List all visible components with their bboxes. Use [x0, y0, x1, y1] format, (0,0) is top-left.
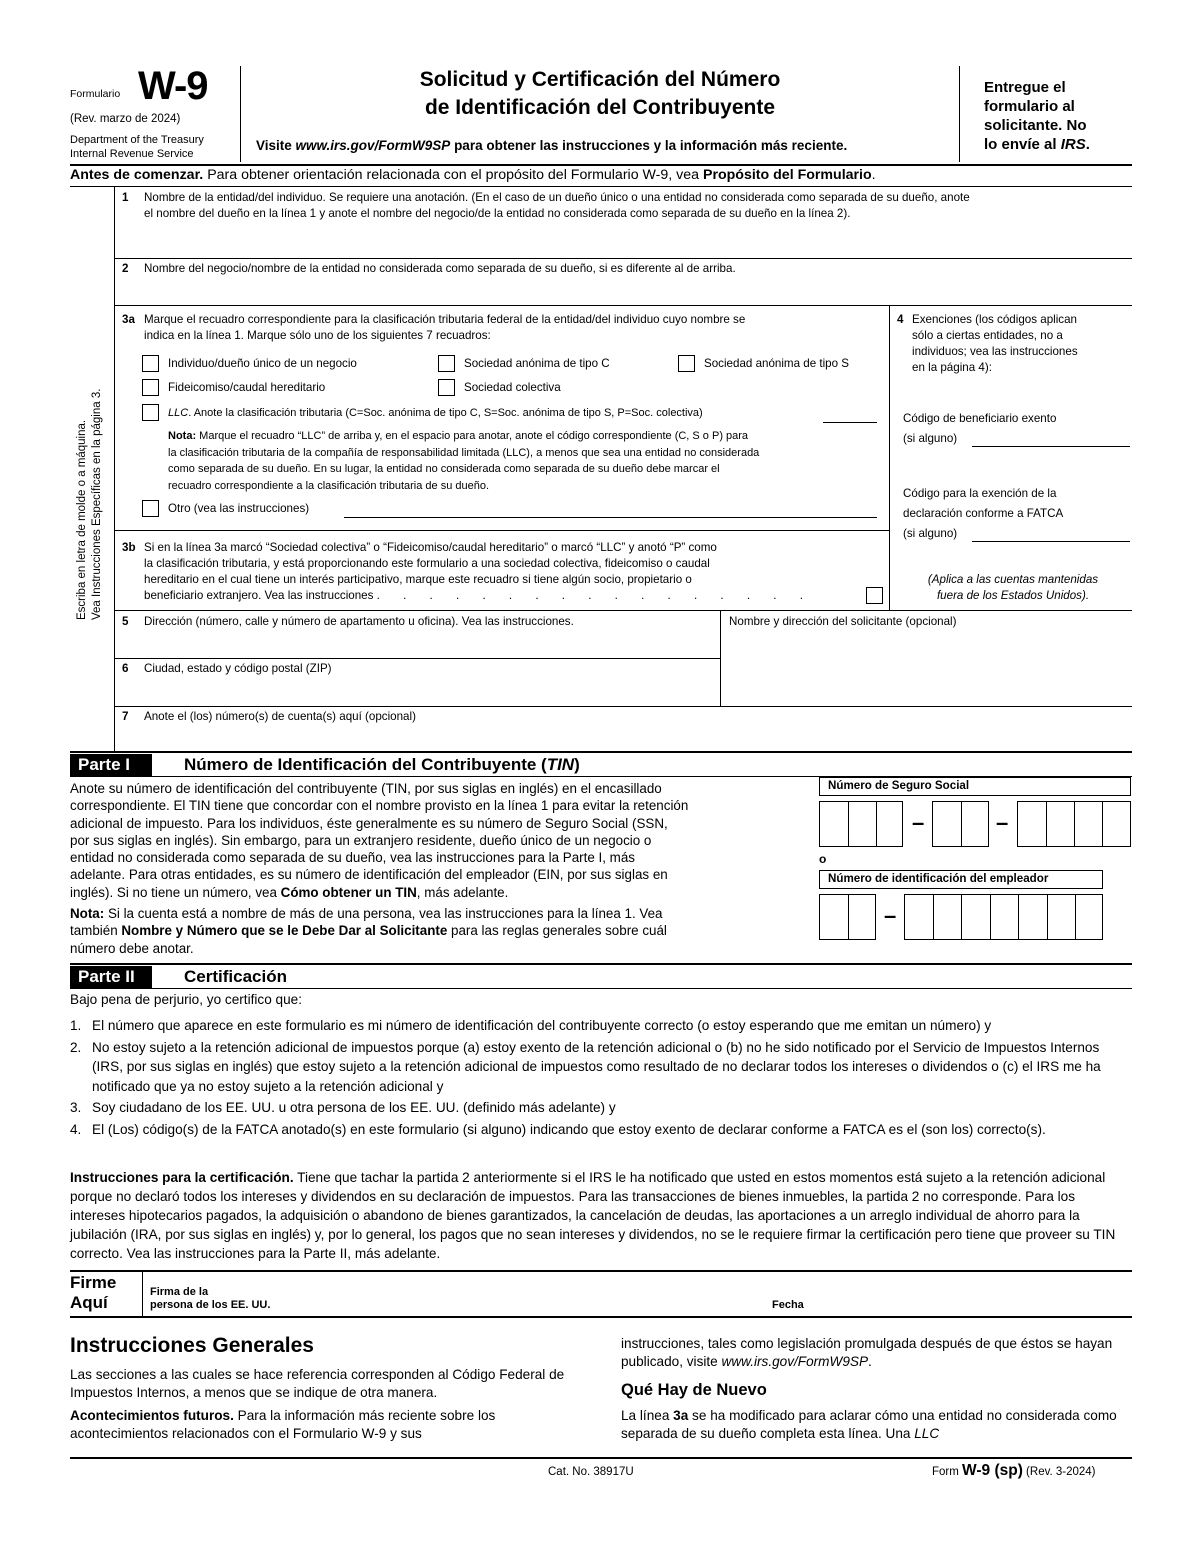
cert-item: 2. No estoy sujeto a la retención adicional de impuestos porque (a) estoy exento de la retención adicional o (b) no he sido notificado por el Servicio de Impuestos Internos (IRS, por sus siglas en inglés) que estoy sujeto a la retención adicional de impuestos como resultado de no declarar todos los intereses o dividendos o (c) el IRS me ha notificado que ya no estoy sujeto a la retención adicional y [70, 1039, 1101, 1094]
cert-item: 1. El número que aparece en este formulario es mi número de identificación del contribuyente correcto (o estoy esperando que me emitan un número) y [70, 1018, 992, 1033]
checkbox-c-corp[interactable] [438, 355, 455, 372]
sign-here-label: Firme Aquí [70, 1273, 117, 1312]
whats-new-title: Qué Hay de Nuevo [621, 1381, 767, 1399]
exempt-payee-label: Código de beneficiario exento (si alguno) [903, 412, 1057, 445]
form-title [241, 66, 959, 122]
cert-item: 4. El (Los) código(s) de la FATCA anotado(s) en este formulario (si alguno) indicando que estoy exento de declarar conforme a FATCA es el (son los) correcto(s). [70, 1121, 1046, 1137]
dept-line2: Internal Revenue Service [70, 148, 194, 160]
llc-classification-input[interactable] [823, 422, 877, 423]
city-state-zip-input[interactable] [116, 677, 718, 704]
part1-label: Parte I [70, 754, 152, 776]
requester-input[interactable] [722, 630, 1130, 704]
line7-label: Anote el (los) número(s) de cuenta(s) aquí (opcional) [144, 710, 416, 723]
ssn-dash-2: – [996, 810, 1009, 835]
general-intro: Las secciones a las cuales se hace referencia corresponden al Código Federal de Impuestos Internos, a menos que se indique de otra manera. [70, 1367, 565, 1400]
signature-input[interactable] [300, 1276, 760, 1314]
signature-label: Firma de la persona de los EE. UU. [150, 1286, 271, 1311]
date-input[interactable] [812, 1276, 1130, 1314]
ein-dash: – [884, 903, 897, 928]
line7-num: 7 [122, 710, 129, 723]
submit-note: Entregue el formulario al solicitante. No lo envíe al IRS. [984, 79, 1090, 153]
dept-line1: Department of the Treasury [70, 134, 204, 146]
date-label: Fecha [772, 1299, 804, 1311]
label-other: Otro (vea las instrucciones) [168, 502, 310, 515]
line4-label: Exenciones (los códigos aplican sólo a ciertas entidades, no a individuos; vea las instrucciones en la página 4): [912, 313, 1078, 374]
line2-num: 2 [122, 262, 129, 275]
checkbox-other[interactable] [142, 500, 159, 517]
ein-suffix-input[interactable] [904, 894, 1103, 940]
line3a-num: 3a [122, 313, 135, 326]
cert-item: 3. Soy ciudadano de los EE. UU. u otra persona de los EE. UU. (definido más adelante) y [70, 1100, 616, 1115]
part1-instructions: Anote su número de identificación del contribuyente (TIN, por sus siglas en inglés) en el encasillado correspondiente. El TIN tiene que concordar con el nombre provisto en la línea 1 para evitar la retención adicional de impuesto. Para los individuos, éste generalmente es su número de Seguro Social (SSN, por sus siglas en inglés). Sin embargo, para un extranjero residente, dueño único de un negocio o entidad no considerada como separada de su dueño, vea las instrucciones para la Parte I, más adelante. Para otras entidades, es su número de identificación del empleador (EIN, por sus siglas en inglés). Si no tiene un número, vea Cómo obtener un TIN, más adelante. Nota: Si la cuenta está a nombre de más de una persona, vea las instrucciones para la línea 1. Vea también Nombre y Número que se le Debe Dar al Solicitante para las reglas generales sobre cuál número debe anotar. [70, 781, 689, 956]
requester-label: Nombre y dirección del solicitante (opcional) [729, 615, 957, 628]
title-line2: de Identificación del Contribuyente [424, 96, 776, 119]
checkbox-individual[interactable] [142, 355, 159, 372]
line5-num: 5 [122, 615, 129, 628]
line4-num: 4 [897, 313, 904, 326]
cert-list [70, 1016, 1132, 1141]
whats-new-text: La línea 3a se ha modificado para aclarar cómo una entidad no considerada como separada de su dueño completa esta línea. Una LLC [621, 1408, 1117, 1441]
ssn-serial-input[interactable] [1017, 801, 1131, 847]
ssn-label: Número de Seguro Social [819, 777, 1131, 796]
checkbox-s-corp[interactable] [678, 355, 695, 372]
general-instructions-title: Instrucciones Generales [70, 1334, 314, 1357]
ein-label: Número de identificación del empleador [819, 870, 1103, 889]
future-developments-cont: instrucciones, tales como legislación promulgada después de que éstos se hayan publicado, visite www.irs.gov/FormW9SP. [621, 1336, 1113, 1369]
address-input[interactable] [116, 630, 718, 657]
label-c-corp: Sociedad anónima de tipo C [464, 357, 610, 370]
ssn-dash-1: – [912, 810, 925, 835]
account-numbers-input[interactable] [116, 725, 1130, 749]
catalog-number: Cat. No. 38917U [548, 1466, 634, 1478]
label-trust: Fideicomiso/caudal hereditario [168, 381, 326, 394]
label-partnership: Sociedad colectiva [464, 381, 561, 394]
checkbox-llc[interactable] [142, 404, 159, 421]
cert-instructions: Instrucciones para la certificación. Tiene que tachar la partida 2 anteriormente si el IRS le ha notificado que usted en estos momentos está sujeto a la retención adicional porque no declaró todos los intereses y dividendos en su declaración de impuestos. Para las transacciones de bienes inmuebles, la partida 2 no corresponde. Para los intereses hipotecarios pagados, la adquisición o abandono de bienes garantizados, la cancelación de deudas, las aportaciones a un arreglo individual de ahorro para la jubilación (IRA, por sus siglas en inglés) y, por lo general, los pagos que no sean intereses y dividendos, no se le requiere firmar la certificación pero tiene que proveer su TIN correcto. Vea las instrucciones para la Parte II, más adelante. [70, 1170, 1116, 1261]
label-s-corp: Sociedad anónima de tipo S [704, 357, 850, 370]
fatca-label: Código para la exención de la declaración conforme a FATCA (si alguno) [903, 487, 1064, 540]
form-word: Formulario [70, 88, 121, 100]
cert-intro: Bajo pena de perjurio, yo certifico que: [70, 992, 302, 1007]
ein-prefix-input[interactable] [819, 894, 876, 940]
irs-link[interactable]: www.irs.gov/FormW9SP [295, 138, 451, 153]
checkbox-foreign-partner[interactable] [866, 587, 883, 604]
label-llc: LLC. Anote la clasificación tributaria (C=Soc. anónima de tipo C, S=Soc. anónima de tipo S, P=Soc. colectiva) [168, 407, 703, 419]
ssn-group-input[interactable] [932, 801, 989, 847]
part1-title: Número de Identificación del Contribuyente (TIN) [184, 755, 580, 774]
or-separator: o [819, 852, 827, 866]
checkbox-trust[interactable] [142, 379, 159, 396]
llc-note: Nota: Marque el recuadro “LLC” de arriba y, en el espacio para anotar, anote el código correspondiente (C, S o P) para la clasificación tributaria de la compañía de responsabilidad limitada (LLC), a menos que sea una entidad no considerada como separada de su dueño. En su lugar, la entidad no considerada como separada de su dueño debe marcar el recuadro correspondiente a la clasificación tributaria de su dueño. [168, 430, 760, 492]
label-individual: Individuo/dueño único de un negocio [168, 357, 357, 370]
form-header [70, 62, 1132, 162]
title-line1: Solicitud y Certificación del Número [419, 68, 781, 91]
before-you-begin: Antes de comenzar. Para obtener orientación relacionada con el propósito del Formulario W-9, vea Propósito del Formulario. [70, 167, 876, 183]
line6-label: Ciudad, estado y código postal (ZIP) [144, 662, 332, 675]
part2-title: Certificación [184, 967, 287, 986]
line6-num: 6 [122, 662, 129, 675]
footer-form-id: Form W-9 (sp) (Rev. 3-2024) [932, 1462, 1096, 1479]
line2-label: Nombre del negocio/nombre de la entidad no considerada como separada de su dueño, si es diferente al de arriba. [144, 262, 736, 275]
line5-label: Dirección (número, calle y número de apartamento u oficina). Vea las instrucciones. [144, 615, 574, 628]
ssn-area-input[interactable] [819, 801, 903, 847]
fatca-note: (Aplica a las cuentas mantenidas fuera de los Estados Unidos). [927, 573, 1099, 602]
line3b-label: Si en la línea 3a marcó “Sociedad colectiva” o “Fideicomiso/caudal hereditario” o marcó “LLC” y anotó “P” como la clasificación tributaria, y está proporcionando este formulario a una sociedad colectiva, fideicomiso o caudal hereditario en el cual tiene un interés participativo, marque este recuadro si tiene algún socio, propietario o beneficiario extranjero. Vea las instrucciones . . . . . . . . . . . . . . . . . [144, 541, 813, 602]
line3b-num: 3b [122, 541, 136, 554]
other-input[interactable] [344, 517, 877, 518]
line2-business-input[interactable] [116, 278, 1130, 305]
exempt-payee-input[interactable] [972, 446, 1130, 447]
line3a-label: Marque el recuadro correspondiente para la clasificación tributaria federal de la entidad/del individuo cuyo nombre se indica en la línea 1. Marque sólo uno de los siguientes 7 recuadros: [144, 313, 746, 342]
checkbox-partnership[interactable] [438, 379, 455, 396]
line1-num: 1 [122, 191, 129, 204]
form-name: W-9 [138, 64, 208, 108]
visit-line: Visite www.irs.gov/FormW9SP para obtener las instrucciones y la información más reciente. [256, 138, 848, 153]
future-developments: Acontecimientos futuros. Para la información más reciente sobre los acontecimientos relacionados con el Formulario W-9 y sus [70, 1408, 496, 1441]
line1-name-input[interactable] [116, 224, 1130, 258]
part2-label: Parte II [70, 966, 152, 988]
line1-label: Nombre de la entidad/del individuo. Se requiere una anotación. (En el caso de un dueño único o una entidad no considerada como separada de su dueño, anote el nombre del dueño en la línea 1 y anote el nombre del negocio/de la entidad no considerada como separada de su dueño en la línea 2). [144, 191, 970, 220]
fatca-input[interactable] [972, 541, 1130, 542]
form-rev: (Rev. marzo de 2024) [70, 113, 181, 125]
irs-link-2[interactable]: www.irs.gov/FormW9SP [721, 1353, 869, 1369]
